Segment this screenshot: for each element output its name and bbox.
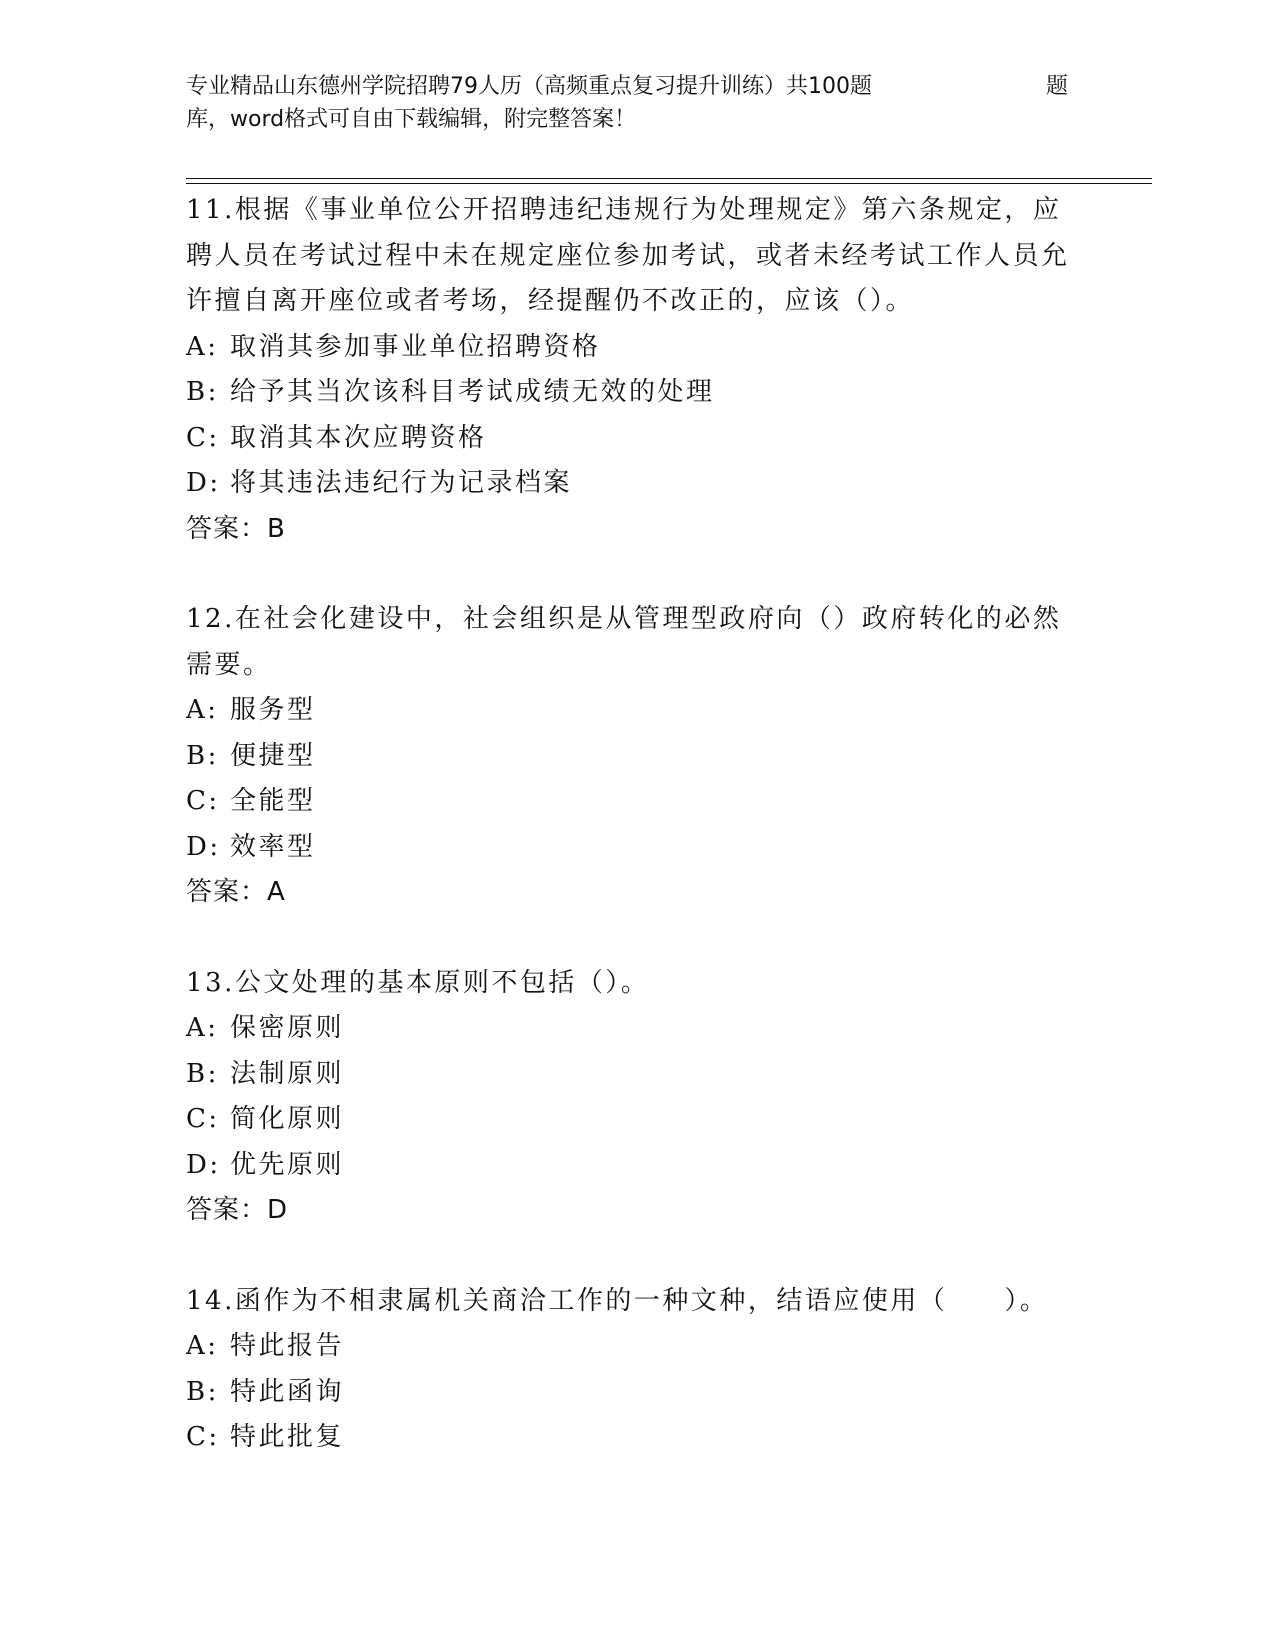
option-letter: D: bbox=[186, 831, 221, 862]
option-c bbox=[186, 416, 1086, 462]
option-text: 特此函询 bbox=[230, 1376, 345, 1407]
option-d bbox=[186, 461, 1086, 507]
option-d bbox=[186, 825, 1086, 871]
question-12 bbox=[186, 597, 1086, 916]
option-text: 便捷型 bbox=[230, 740, 316, 771]
option-letter: C: bbox=[186, 1422, 220, 1452]
option-text: 特此批复 bbox=[230, 1422, 345, 1452]
header-line-2: 库，word格式可自由下载编辑，附完整答案！ bbox=[186, 107, 637, 132]
question-stem: 11.根据《事业单位公开招聘违纪违规行为处理规定》第六条规定，应聘人员在考试过程中未在规定座位参加考试，或者未经考试工作人员允许擅自离开座位或者考场，经提醒仍不改正的，应该（）。 bbox=[186, 195, 1070, 316]
option-c bbox=[186, 1415, 1086, 1461]
option-text: 简化原则 bbox=[230, 1104, 345, 1134]
option-text: 效率型 bbox=[230, 831, 316, 862]
option-text: 将其违法违纪行为记录档案 bbox=[230, 468, 573, 498]
option-a bbox=[186, 325, 1086, 371]
option-letter: A: bbox=[186, 331, 219, 362]
option-letter: B: bbox=[186, 1376, 219, 1407]
page-header bbox=[186, 70, 1069, 136]
option-text: 特此报告 bbox=[230, 1331, 345, 1361]
option-letter: A: bbox=[186, 1331, 219, 1361]
option-text: 取消其本次应聘资格 bbox=[230, 422, 487, 453]
question-stem: 14.函作为不相隶属机关商洽工作的一种文种，结语应使用（ ）。 bbox=[186, 1285, 1049, 1316]
option-letter: B: bbox=[186, 1058, 219, 1089]
option-letter: C: bbox=[186, 422, 220, 453]
header-divider-top bbox=[186, 178, 1152, 179]
option-letter: A: bbox=[186, 695, 219, 725]
option-text: 取消其参加事业单位招聘资格 bbox=[230, 331, 601, 362]
option-letter: C: bbox=[186, 1104, 220, 1134]
option-a bbox=[186, 1006, 1086, 1052]
header-divider-bottom bbox=[186, 183, 1152, 184]
option-b bbox=[186, 370, 1086, 416]
question-14 bbox=[186, 1279, 1086, 1461]
option-letter: B: bbox=[186, 377, 219, 407]
option-a bbox=[186, 1324, 1086, 1370]
question-13 bbox=[186, 961, 1086, 1234]
option-text: 服务型 bbox=[230, 695, 316, 725]
question-stem: 13.公文处理的基本原则不包括（）。 bbox=[186, 967, 650, 998]
answer-line: 答案：A bbox=[186, 877, 286, 907]
option-c bbox=[186, 779, 1086, 825]
option-text: 给予其当次该科目考试成绩无效的处理 bbox=[230, 377, 715, 407]
option-b bbox=[186, 1370, 1086, 1416]
option-text: 优先原则 bbox=[230, 1149, 345, 1180]
option-letter: A: bbox=[186, 1013, 219, 1043]
header-line-1 bbox=[186, 70, 1069, 103]
answer-line: 答案：D bbox=[186, 1195, 289, 1225]
option-text: 保密原则 bbox=[230, 1013, 345, 1043]
option-text: 法制原则 bbox=[230, 1058, 345, 1089]
question-list bbox=[186, 188, 1086, 1506]
option-letter: D: bbox=[186, 468, 221, 498]
header-title-tail: 题 bbox=[1046, 74, 1069, 99]
option-a bbox=[186, 688, 1086, 734]
option-letter: B: bbox=[186, 740, 219, 771]
answer-line: 答案：B bbox=[186, 513, 286, 544]
option-text: 全能型 bbox=[230, 786, 316, 816]
option-d bbox=[186, 1143, 1086, 1189]
option-b bbox=[186, 734, 1086, 780]
option-c bbox=[186, 1097, 1086, 1143]
question-stem: 12.在社会化建设中，社会组织是从管理型政府向（）政府转化的必然需要。 bbox=[186, 604, 1062, 680]
option-letter: C: bbox=[186, 786, 220, 816]
question-11 bbox=[186, 188, 1086, 552]
option-letter: D: bbox=[186, 1149, 221, 1180]
header-title: 专业精品山东德州学院招聘79人历（高频重点复习提升训练）共100题 bbox=[186, 74, 872, 99]
option-b bbox=[186, 1052, 1086, 1098]
